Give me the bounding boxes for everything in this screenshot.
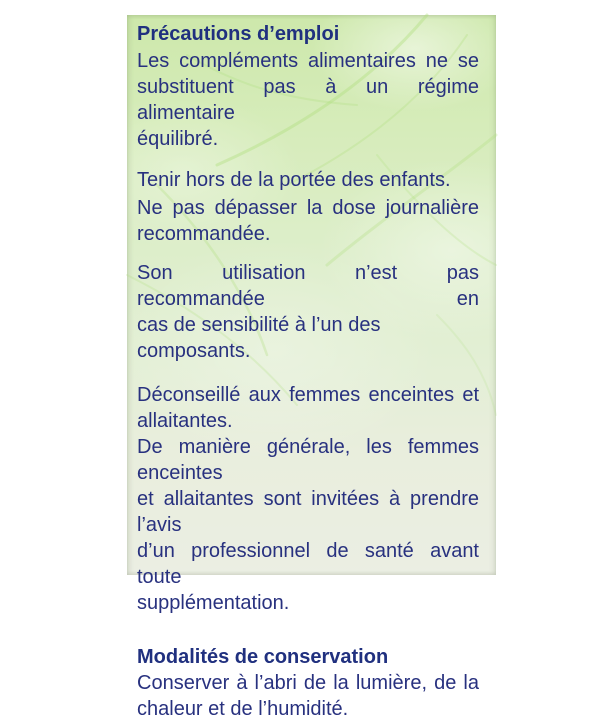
- paragraph-supplements-disclaimer: [137, 48, 479, 152]
- paragraph-line: De manière générale, les femmes enceintes: [137, 436, 479, 484]
- paragraph-line: chaleur et de l’humidité.: [137, 698, 349, 720]
- paragraph-storage: [137, 670, 479, 722]
- paragraph-line: Son utilisation n’est pas recommandée en: [137, 262, 479, 310]
- paragraph-sensitivity: [137, 260, 479, 364]
- heading-line: Modalités de conservation: [137, 646, 389, 668]
- paragraph-line: Les compléments alimentaires ne se: [137, 50, 479, 72]
- paragraph-medical-advice: [137, 434, 479, 616]
- paragraph-line: et allaitantes sont invitées à prendre l’avis: [137, 488, 479, 536]
- paragraph-line: équilibré.: [137, 128, 219, 150]
- heading-line: Précautions d’emploi: [137, 23, 340, 45]
- paragraph-line: Tenir hors de la portée des enfants.: [137, 169, 451, 191]
- paragraph-line: Ne pas dépasser la dose journalière: [137, 197, 479, 219]
- paragraph-line: substituent pas à un régime alimentaire: [137, 76, 479, 124]
- paragraph-line: d’un professionnel de santé avant toute: [137, 540, 479, 588]
- product-package-panel: [127, 15, 496, 720]
- paragraph-daily-dose: [137, 195, 479, 247]
- conservation-heading: [137, 644, 479, 670]
- paragraph-line: Conserver à l’abri de la lumière, de la: [137, 672, 479, 694]
- paragraph-keep-from-children: [137, 167, 479, 193]
- paragraph-line: supplémentation.: [137, 592, 290, 614]
- paragraph-pregnant-women: [137, 382, 479, 434]
- paragraph-line: recommandée.: [137, 223, 271, 245]
- paragraph-line: cas de sensibilité à l’un des composants.: [137, 314, 381, 362]
- paragraph-line: allaitantes.: [137, 410, 233, 432]
- precautions-text-column: [137, 21, 479, 722]
- precautions-heading: [137, 21, 479, 47]
- paragraph-line: Déconseillé aux femmes enceintes et: [137, 384, 479, 406]
